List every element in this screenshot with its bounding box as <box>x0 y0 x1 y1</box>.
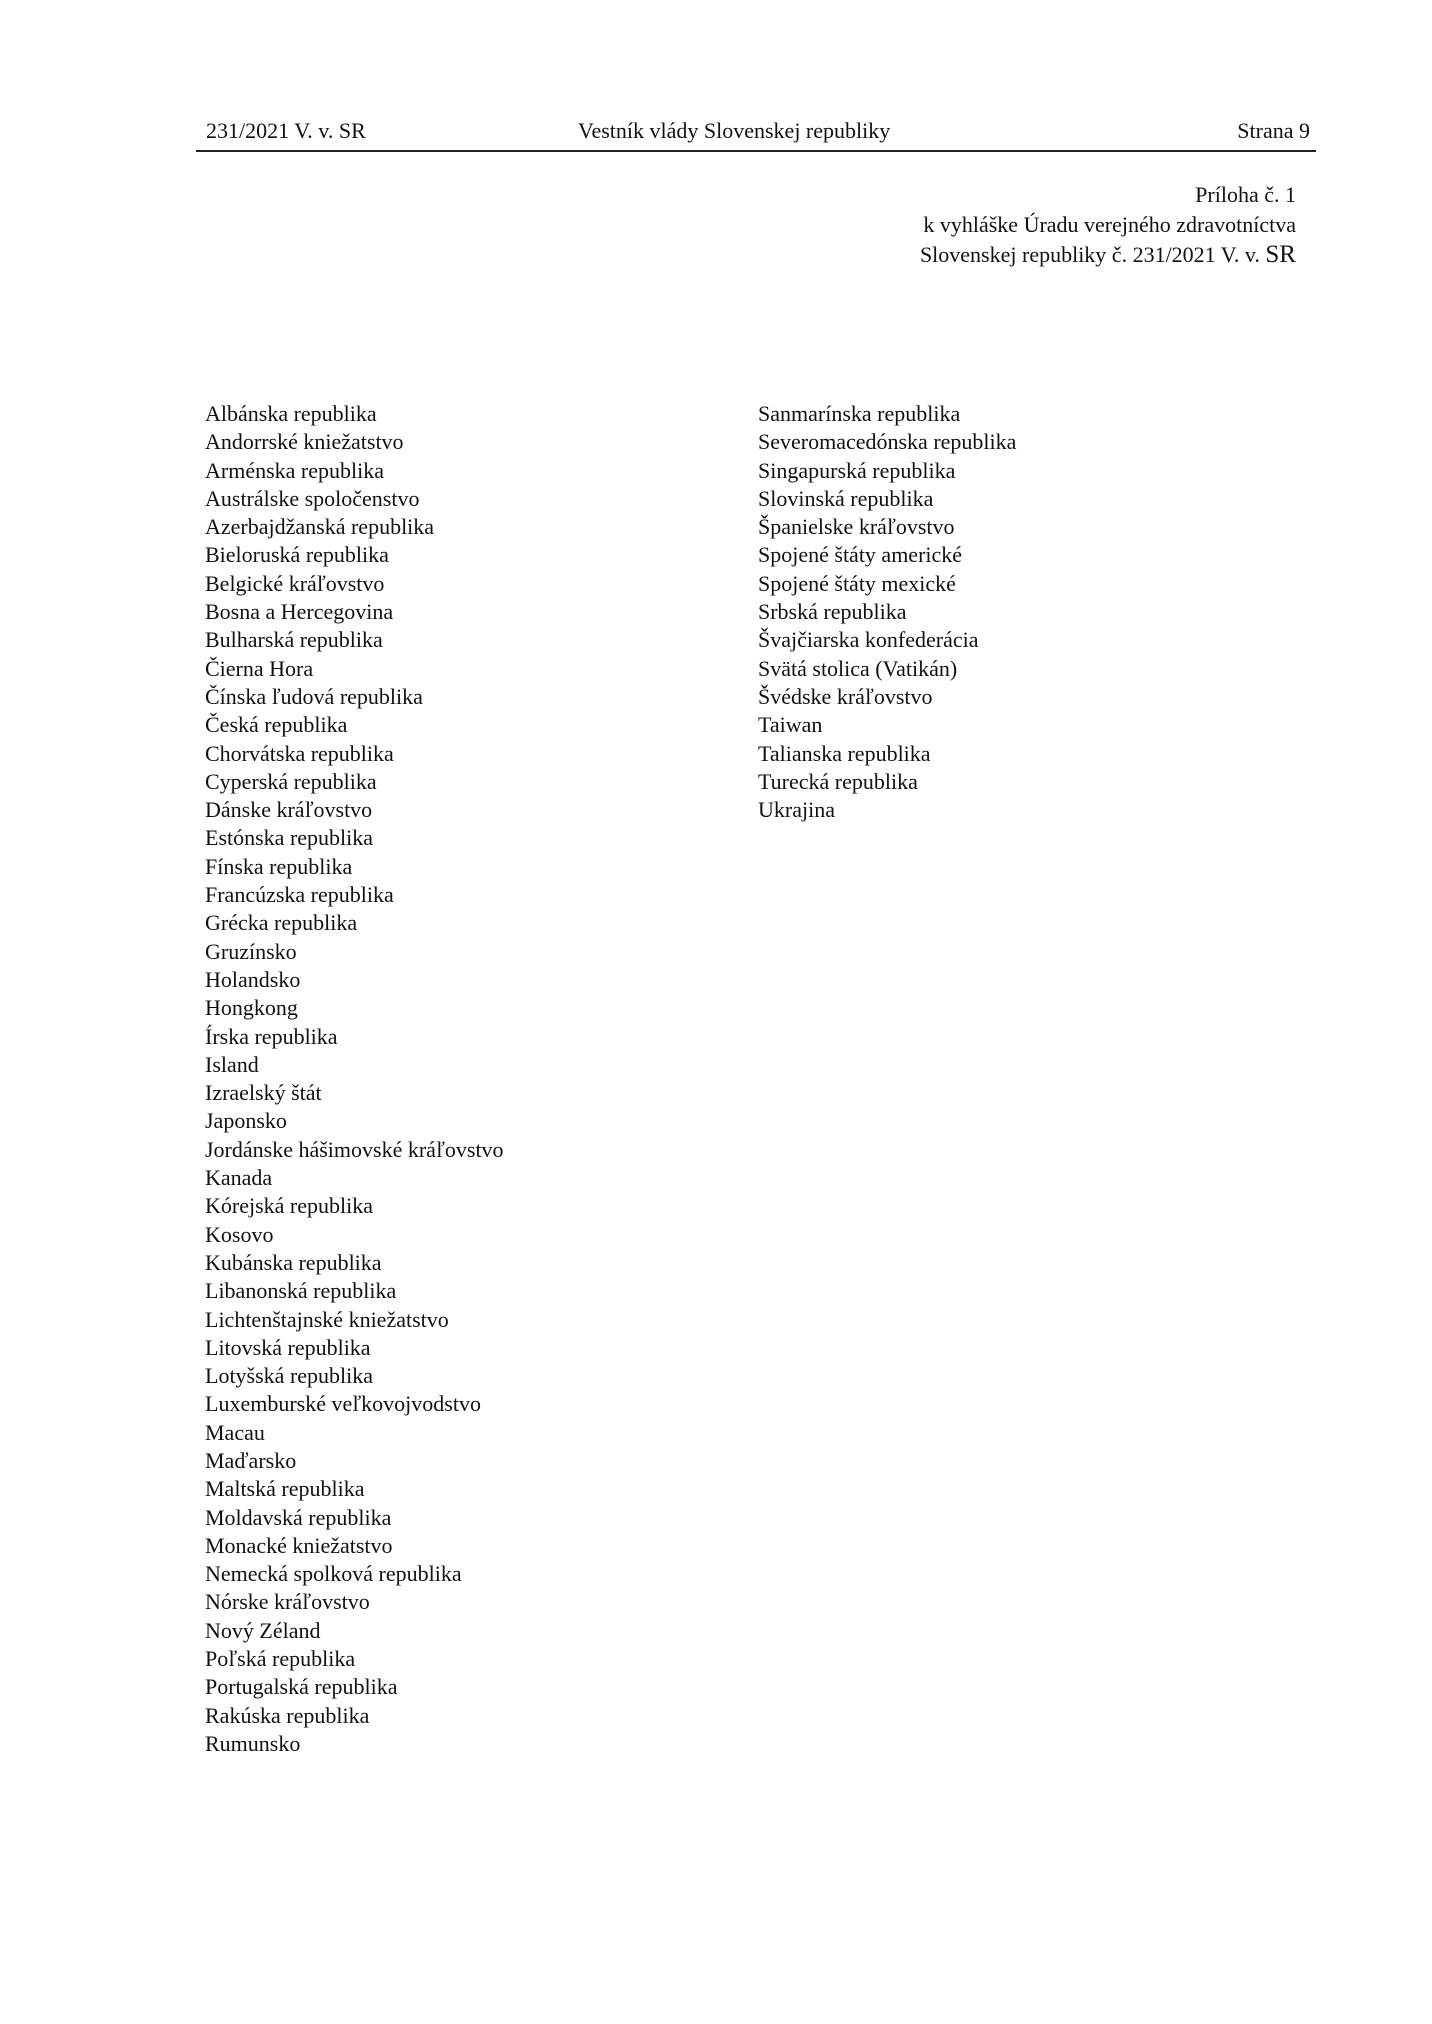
country-list-item: Andorrské kniežatstvo <box>205 429 404 455</box>
country-list-item: Turecká republika <box>758 768 918 794</box>
country-list-item: Gruzínsko <box>205 938 297 964</box>
country-list-item: Izraelský štát <box>205 1080 322 1106</box>
country-list-item: Čínska ľudová republika <box>205 683 423 709</box>
country-list-item: Svätá stolica (Vatikán) <box>758 655 958 681</box>
country-list-item: Chorvátska republika <box>205 740 394 766</box>
country-list-item: Lichtenštajnské kniežatstvo <box>205 1306 449 1332</box>
country-list-item: Singapurská republika <box>758 457 956 483</box>
annex-regulation-sr: SR <box>1265 241 1296 268</box>
country-list-item: Poľská republika <box>205 1646 356 1672</box>
country-list-item: Lotyšská republika <box>205 1363 374 1389</box>
country-list-item: Kosovo <box>205 1221 274 1247</box>
country-list-item: Macau <box>205 1419 265 1445</box>
country-list-left <box>205 400 504 1758</box>
country-list-item: Belgické kráľovstvo <box>205 570 385 596</box>
country-list-item: Spojené štáty americké <box>758 542 963 568</box>
country-list-item: Austrálske spoločenstvo <box>205 485 420 511</box>
country-list-item: Luxemburské veľkovojvodstvo <box>205 1391 481 1417</box>
country-list-item: Nový Zéland <box>205 1617 321 1643</box>
country-list-item: Bosna a Hercegovina <box>205 599 394 625</box>
country-list-item: Kórejská republika <box>205 1193 373 1219</box>
country-list-item: Francúzska republika <box>205 882 394 908</box>
country-list-item: Grécka republika <box>205 910 358 936</box>
country-list-item: Španielske kráľovstvo <box>758 514 955 540</box>
country-list-item: Maďarsko <box>205 1447 297 1473</box>
country-list-item: Maltská republika <box>205 1476 365 1502</box>
country-list-item: Sanmarínska republika <box>758 401 961 426</box>
country-list-item: Moldavská republika <box>205 1504 392 1530</box>
country-list-item: Jordánske hášimovské kráľovstvo <box>205 1136 504 1162</box>
country-list-item: Taiwan <box>758 712 823 738</box>
country-list-item: Litovská republika <box>205 1334 371 1360</box>
country-list-item: Talianska republika <box>758 740 931 766</box>
annex-regulation <box>920 240 1296 270</box>
country-list-item: Portugalská republika <box>205 1674 398 1700</box>
country-list-item: Nemecká spolková republika <box>205 1561 462 1587</box>
country-list-item: Libanonská republika <box>205 1278 397 1304</box>
country-list-item: Slovinská republika <box>758 485 934 511</box>
country-list-item: Estónska republika <box>205 825 374 851</box>
country-list-item: Kanada <box>205 1165 273 1191</box>
country-list-item: Fínska republika <box>205 853 353 879</box>
country-list-item: Spojené štáty mexické <box>758 570 956 596</box>
country-list-item: Ukrajina <box>758 797 835 823</box>
annex-number: Príloha č. 1 <box>1195 182 1296 207</box>
country-list-item: Srbská republika <box>758 599 907 625</box>
country-list-item: Bieloruská republika <box>205 542 389 568</box>
country-list-item: Bulharská republika <box>205 627 383 653</box>
header-document-number: 231/2021 V. v. SR <box>206 118 366 143</box>
country-list-item: Írska republika <box>205 1023 338 1049</box>
country-list-item: Arménska republika <box>205 457 384 483</box>
country-list-item: Japonsko <box>205 1108 287 1134</box>
country-list-item: Monacké kniežatstvo <box>205 1532 393 1558</box>
country-list-item: Severomacedónska republika <box>758 429 1017 455</box>
country-list-item: Švédske kráľovstvo <box>758 683 933 709</box>
country-list-item: Hongkong <box>205 995 298 1021</box>
annex-reference: k vyhláške Úradu verejného zdravotníctva <box>923 212 1296 237</box>
header-journal-title: Vestník vlády Slovenskej republiky <box>578 118 891 143</box>
header-page-number: Strana 9 <box>1237 118 1310 143</box>
country-list-item: Holandsko <box>205 966 301 992</box>
annex-regulation-text: Slovenskej republiky č. 231/2021 V. v. <box>919 242 1266 267</box>
country-list-item: Cyperská republika <box>205 768 377 794</box>
country-list-item: Island <box>205 1051 259 1077</box>
country-list-item: Nórske kráľovstvo <box>205 1589 370 1615</box>
country-list-right <box>758 400 1016 824</box>
country-list-item: Čierna Hora <box>205 655 314 681</box>
country-list-item: Švajčiarska konfederácia <box>758 627 979 653</box>
country-list-item: Kubánska republika <box>205 1249 382 1275</box>
page-header <box>196 114 1316 152</box>
annex-heading <box>920 180 1296 270</box>
country-list-item: Česká republika <box>205 712 348 738</box>
country-list-item: Albánska republika <box>205 401 377 426</box>
country-list-item: Rumunsko <box>205 1730 301 1756</box>
country-list-item: Rakúska republika <box>205 1702 370 1728</box>
country-list-item: Azerbajdžanská republika <box>205 514 435 540</box>
country-list-item: Dánske kráľovstvo <box>205 797 373 823</box>
